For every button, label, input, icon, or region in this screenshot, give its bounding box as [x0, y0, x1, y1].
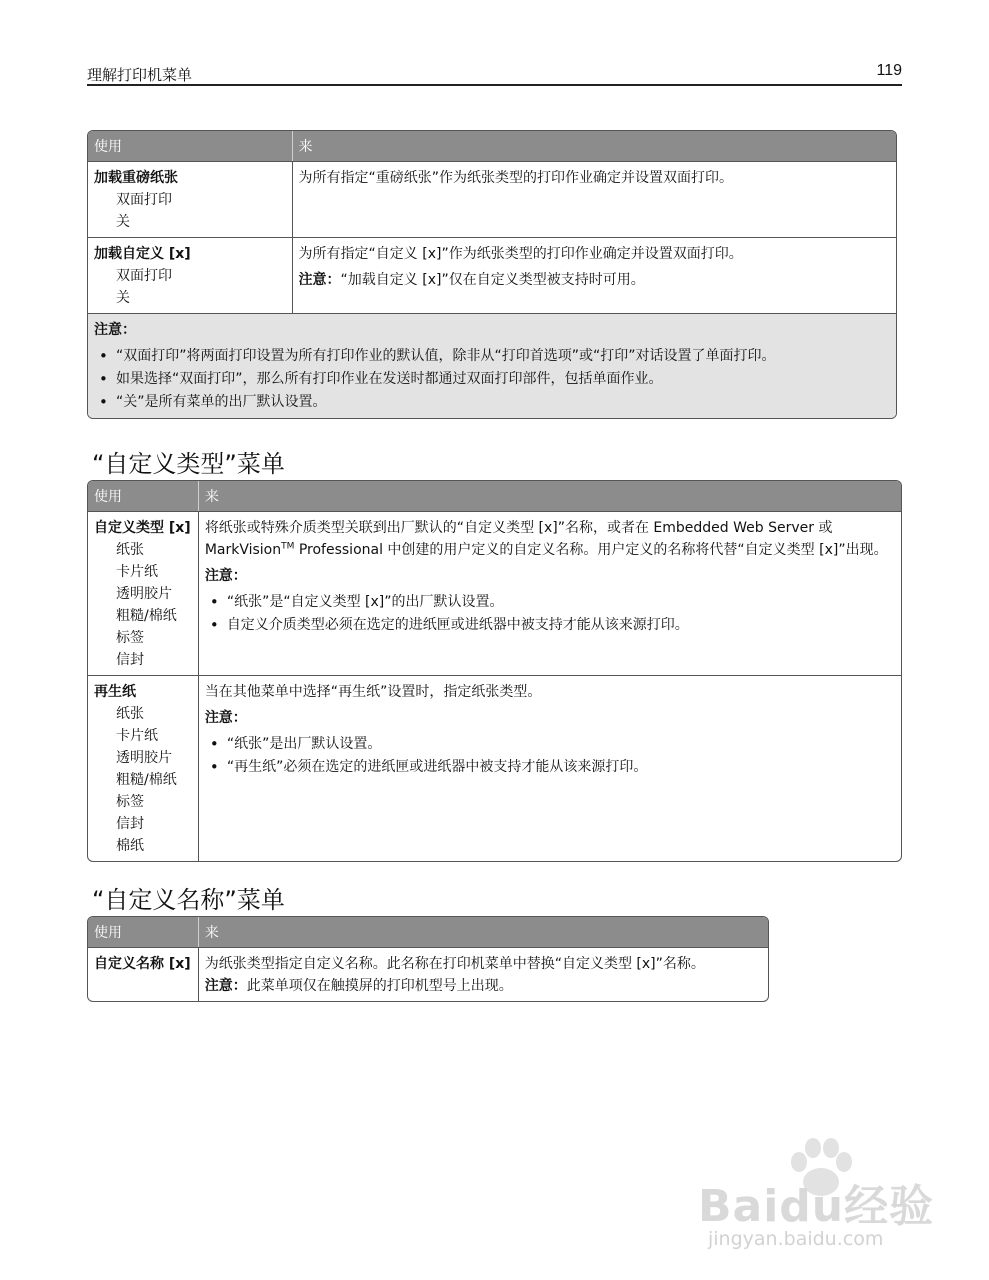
menu-item-note: 注意：“加载自定义 [x]”仅在自定义类型被支持时可用。 [298, 272, 645, 288]
menu-option: 双面打印 [116, 268, 172, 284]
page-header [87, 62, 902, 86]
menu-option: 纸张 [116, 542, 144, 558]
menu-option: 标签 [116, 794, 144, 810]
table-row [88, 511, 901, 675]
menu-item-title: 再生纸 [94, 684, 136, 700]
menu-option: 纸张 [116, 706, 144, 722]
table-row [88, 161, 896, 237]
column-header-to: 来 [199, 917, 768, 947]
list-item: • “双面打印”将两面打印设置为所有打印作业的默认值，除非从“打印首选项”或“打印”对话设置了单面打印。 [94, 345, 890, 368]
column-header-use: 使用 [88, 131, 293, 161]
note-label: 注意： [204, 568, 247, 584]
menu-item-title: 自定义类型 [x] [94, 520, 191, 536]
column-header-to: 来 [293, 131, 896, 161]
table-row [88, 675, 901, 861]
menu-item-description: 当在其他菜单中选择“再生纸”设置时，指定纸张类型。 [204, 684, 542, 700]
menu-option: 关 [116, 214, 130, 230]
baidu-watermark [690, 1130, 960, 1250]
watermark-text: Baidu经验 [698, 1181, 935, 1232]
running-title: 理解打印机菜单 [87, 66, 193, 84]
menu-option: 关 [116, 290, 130, 306]
duplex-menu-table [87, 130, 897, 419]
menu-item-description: 将纸张或特殊介质类型关联到出厂默认的“自定义类型 [x]”名称，或者在 Embedded Web Server 或 MarkVision™ Professional 中创建的用户定义的自定义名称。用户定义的名称将代替“自定义类型 [x]”出现。 [204, 520, 888, 558]
menu-option: 卡片纸 [116, 728, 158, 744]
menu-option: 透明胶片 [116, 586, 172, 602]
note-list [205, 591, 895, 637]
watermark-url: jingyan.baidu.com [708, 1228, 884, 1250]
column-header-to: 来 [199, 481, 901, 511]
column-header-use: 使用 [88, 917, 199, 947]
custom-types-table [87, 480, 902, 862]
menu-option: 透明胶片 [116, 750, 172, 766]
note-list [205, 733, 895, 779]
menu-item-title: 自定义名称 [x] [94, 956, 191, 972]
menu-option: 粗糙/棉纸 [116, 608, 177, 624]
note-label: 注意： [94, 322, 136, 338]
note-list [94, 345, 890, 414]
menu-item-description: 为所有指定“自定义 [x]”作为纸张类型的打印作业确定并设置双面打印。 [298, 246, 743, 262]
list-item: • “关”是所有菜单的出厂默认设置。 [94, 391, 890, 414]
list-item: • “纸张”是“自定义类型 [x]”的出厂默认设置。 [205, 591, 895, 614]
page-number: 119 [876, 62, 902, 79]
menu-item-note: 注意：此菜单项仅在触摸屏的打印机型号上出现。 [204, 978, 513, 994]
menu-option: 标签 [116, 630, 144, 646]
menu-option: 双面打印 [116, 192, 172, 208]
menu-item-description: 为所有指定“重磅纸张”作为纸张类型的打印作业确定并设置双面打印。 [298, 170, 734, 186]
menu-item-title: 加载自定义 [x] [94, 246, 191, 262]
menu-option: 信封 [116, 652, 144, 668]
menu-item-description: 为纸张类型指定自定义名称。此名称在打印机菜单中替换“自定义类型 [x]”名称。 [204, 956, 705, 972]
menu-item-title: 加载重磅纸张 [94, 170, 178, 186]
list-item: • “再生纸”必须在选定的进纸匣或进纸器中被支持才能从该来源打印。 [205, 756, 895, 779]
menu-option: 棉纸 [116, 838, 144, 854]
column-header-use: 使用 [88, 481, 199, 511]
list-item: • “纸张”是出厂默认设置。 [205, 733, 895, 756]
menu-option: 卡片纸 [116, 564, 158, 580]
list-item: • 如果选择“双面打印”，那么所有打印作业在发送时都通过双面打印部件，包括单面作业。 [94, 368, 890, 391]
list-item: • 自定义介质类型必须在选定的进纸匣或进纸器中被支持才能从该来源打印。 [205, 614, 895, 637]
note-label: 注意： [204, 710, 247, 726]
menu-option: 粗糙/棉纸 [116, 772, 177, 788]
menu-option: 信封 [116, 816, 144, 832]
table-row [88, 947, 768, 1001]
section-heading-custom-names: “自定义名称”菜单 [92, 886, 285, 914]
section-heading-custom-types: “自定义类型”菜单 [92, 450, 285, 478]
table-note-row [88, 313, 896, 418]
table-row [88, 237, 896, 313]
custom-names-table [87, 916, 769, 1002]
